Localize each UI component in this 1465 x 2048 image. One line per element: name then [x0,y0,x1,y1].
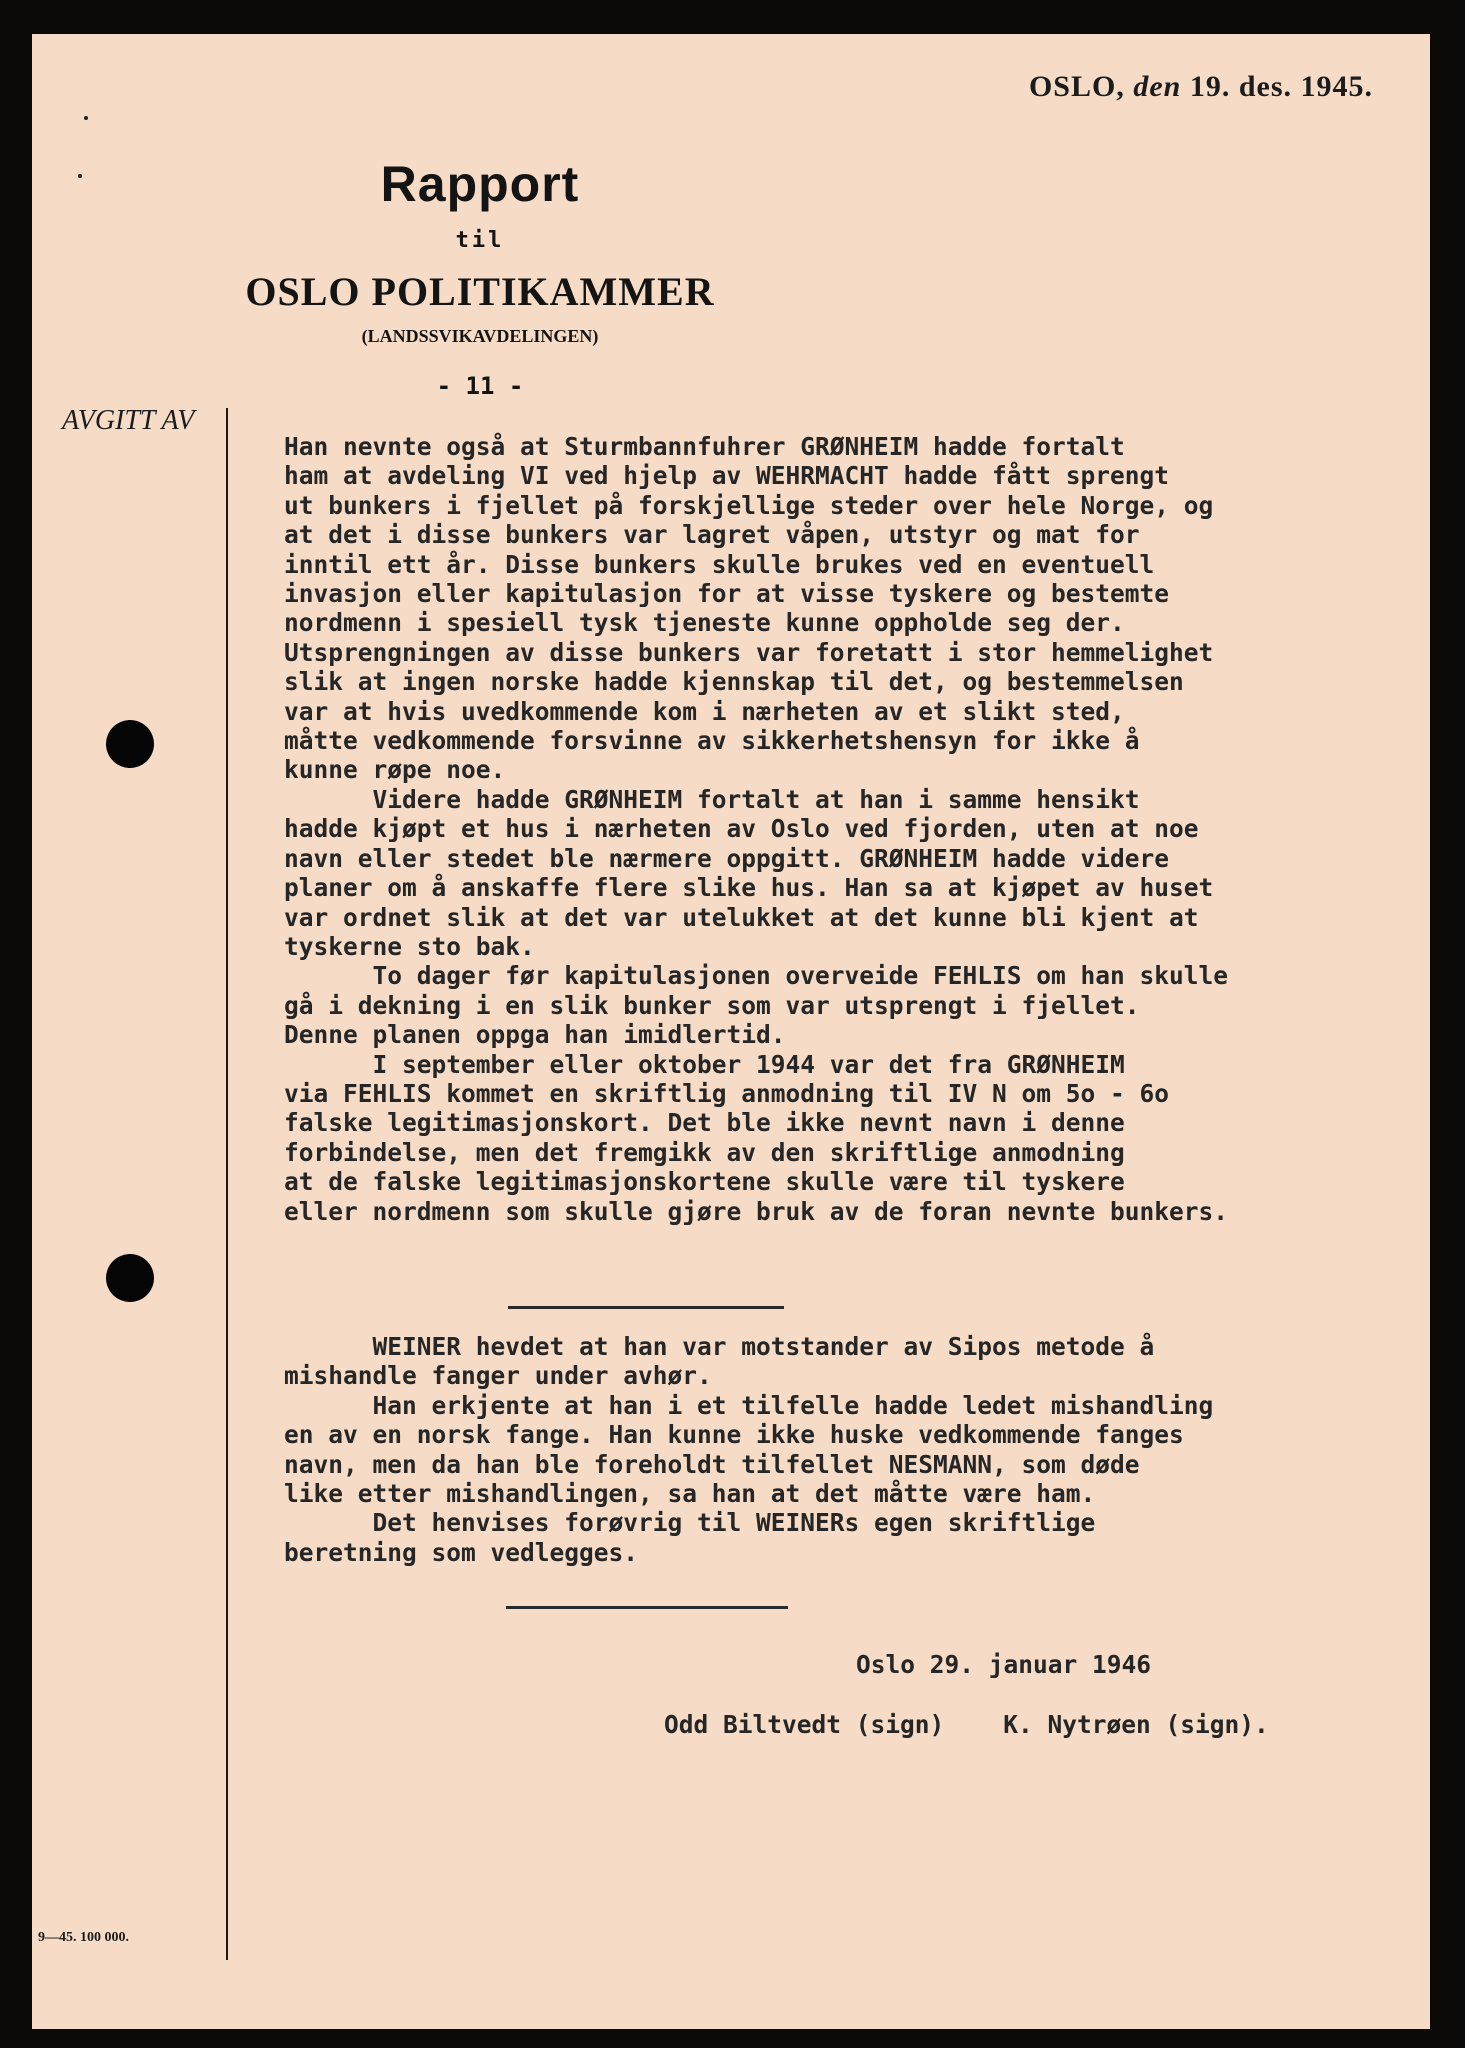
body-line: falske legitimasjonskort. Det ble ikke nevnt navn i denne [284,1108,1125,1138]
body-line: hadde kjøpt et hus i nærheten av Oslo ved fjorden, uten at noe [284,814,1199,844]
body-line: beretning som vedlegges. [284,1537,639,1567]
body-line: måtte vedkommende forsvinne av sikkerhetshensyn for ikke å [284,726,1140,756]
punch-hole [106,720,154,768]
title-til: til [455,228,505,253]
body-line: Denne planen oppga han imidlertid. [284,1020,786,1050]
body-line: like etter mishandlingen, sa han at det måtte være ham. [284,1479,1096,1509]
body-line: Han erkjente at han i et tilfelle hadde ledet mishandling [284,1390,1214,1420]
body-line: planer om å anskaffe flere slike hus. Han sa at kjøpet av huset [284,873,1214,903]
margin-line [226,408,228,1960]
date-den: den [1133,70,1182,103]
body-line: WEINER hevdet at han var motstander av Sipos metode å [284,1332,1155,1361]
body-line: via FEHLIS kommet en skriftlig anmodning til IV N om 5o - 6o [284,1078,1170,1108]
margin-mark [84,116,88,120]
section-divider [506,1606,788,1609]
body-line: mishandle fanger under avhør. [284,1361,712,1391]
body-line: tyskerne sto bak. [284,931,535,961]
report-title: Rapport [380,156,580,212]
body-line: To dager før kapitulasjonen overveide FEHLIS om han skulle [284,961,1229,991]
body-line: gå i dekning i en slik bunker som var utsprengt i fjellet. [284,990,1140,1020]
date-value: 19. des. 1945. [1189,70,1373,103]
punch-hole [106,1254,154,1302]
page-number: - 11 - [436,372,524,400]
report-body-2 [284,1332,1434,1567]
body-line: at de falske legitimasjonskortene skulle være til tyskere [284,1167,1125,1197]
body-line: I september eller oktober 1944 var det fra GRØNHEIM [284,1049,1125,1079]
body-line: Utsprengningen av disse bunkers var foretatt i stor hemmelighet [284,637,1214,667]
body-line: forbindelse, men det fremgikk av den skriftlige anmodning [284,1137,1125,1167]
print-mark: 9—45. 100 000. [38,1930,129,1945]
body-line: inntil ett år. Disse bunkers skulle brukes ved en eventuell [284,549,1155,579]
closing-place-date: Oslo 29. januar 1946 [856,1650,1152,1679]
avgitt-av-label: AVGITT AV [62,405,195,436]
body-line: nordmenn i spesiell tysk tjeneste kunne oppholde seg der. [284,608,1125,638]
body-line: kunne røpe noe. [284,755,506,785]
section-divider [508,1306,784,1309]
office-name: OSLO POLITIKAMMER [245,269,715,314]
body-line: Videre hadde GRØNHEIM fortalt at han i samme hensikt [284,784,1140,814]
date-place: OSLO, [1028,70,1125,103]
body-line: var ordnet slik at det var utelukket at det kunne bli kjent at [284,902,1199,932]
body-line: Han nevnte også at Sturmbannfuhrer GRØNHEIM hadde fortalt [284,432,1125,461]
department-name: (LANDSSVIKAVDELINGEN) [361,326,599,346]
body-line: ut bunkers i fjellet på forskjellige steder over hele Norge, og [284,490,1214,520]
report-date [1029,70,1373,104]
body-line: at det i disse bunkers var lagret våpen, utstyr og mat for [284,520,1140,550]
body-line: invasjon eller kapitulasjon for at visse tyskere og bestemte [284,579,1170,609]
body-line: navn eller stedet ble nærmere oppgitt. GRØNHEIM hadde videre [284,843,1170,873]
signatures: Odd Biltvedt (sign) K. Nytrøen (sign). [664,1710,1269,1739]
body-line: en av en norsk fange. Han kunne ikke huske vedkommende fanges [284,1420,1184,1450]
body-line: slik at ingen norske hadde kjennskap til det, og bestemmelsen [284,667,1184,697]
body-line: Det henvises forøvrig til WEINERs egen skriftlige [284,1508,1096,1538]
body-line: var at hvis uvedkommende kom i nærheten av et slikt sted, [284,696,1125,726]
body-line: navn, men da han ble foreholdt tilfellet NESMANN, som døde [284,1449,1140,1479]
body-line: ham at avdeling VI ved hjelp av WEHRMACHT hadde fått sprengt [284,461,1170,491]
body-line: eller nordmenn som skulle gjøre bruk av de foran nevnte bunkers. [284,1196,1229,1226]
report-body [284,432,1434,1226]
